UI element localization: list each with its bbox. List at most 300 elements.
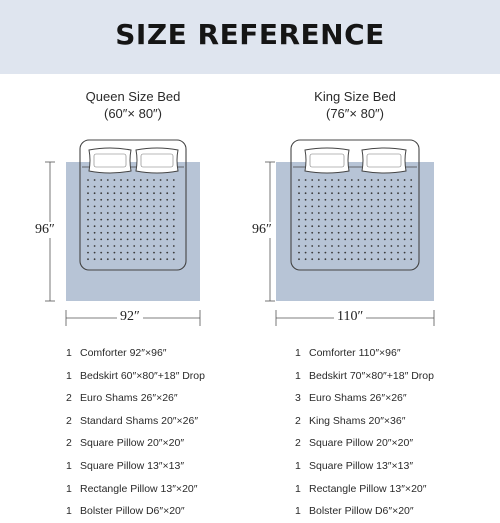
tuft-dot: [331, 199, 333, 201]
queen-pillow-right: [136, 148, 178, 173]
tuft-dot: [318, 186, 320, 188]
tuft-dot: [127, 199, 129, 201]
tuft-dot: [391, 239, 393, 241]
page-title: SIZE REFERENCE: [115, 18, 385, 51]
tuft-dot: [371, 245, 373, 247]
tuft-dot: [140, 232, 142, 234]
item-qty: 2: [295, 414, 301, 427]
tuft-dot: [391, 199, 393, 201]
tuft-dot: [298, 245, 300, 247]
tuft-dot: [120, 199, 122, 201]
list-item: [66, 478, 205, 501]
king-pillow-right: [362, 148, 406, 173]
list-item: [295, 432, 434, 455]
tuft-dot: [160, 232, 162, 234]
tuft-dot: [100, 199, 102, 201]
tuft-dot: [120, 232, 122, 234]
tuft-dot: [358, 232, 360, 234]
tuft-dot: [338, 219, 340, 221]
tuft-dot: [114, 225, 116, 227]
tuft-dot: [331, 212, 333, 214]
item-qty: 1: [66, 347, 72, 359]
tuft-dot: [338, 192, 340, 194]
tuft-dot: [311, 219, 313, 221]
king-item-list: [295, 342, 434, 523]
queen-diagram: [45, 140, 200, 326]
tuft-dot: [100, 186, 102, 188]
tuft-dot: [358, 258, 360, 260]
tuft-dot: [318, 225, 320, 227]
tuft-dot: [160, 199, 162, 201]
queen-item-list: [66, 342, 205, 523]
tuft-dot: [298, 232, 300, 234]
tuft-dot: [166, 179, 168, 181]
item-text: Standard Shams 20″×26″: [80, 414, 199, 427]
tuft-dot: [100, 225, 102, 227]
tuft-dot: [160, 179, 162, 181]
tuft-dot: [364, 186, 366, 188]
tuft-dot: [94, 206, 96, 208]
tuft-dot: [87, 232, 89, 234]
tuft-dot: [331, 186, 333, 188]
tuft-dot: [344, 232, 346, 234]
item-qty: 2: [295, 437, 301, 450]
tuft-dot: [140, 252, 142, 254]
tuft-dot: [114, 186, 116, 188]
king-size: (76″× 80″): [326, 106, 384, 121]
tuft-dot: [331, 192, 333, 194]
tuft-dot: [318, 212, 320, 214]
tuft-dot: [133, 219, 135, 221]
tuft-dot: [173, 192, 175, 194]
tuft-dot: [133, 186, 135, 188]
item-text: Euro Shams 26″×26″: [309, 392, 407, 405]
tuft-dot: [364, 179, 366, 181]
item-text: King Shams 20″×36″: [309, 414, 406, 427]
tuft-dot: [358, 212, 360, 214]
tuft-dot: [404, 245, 406, 247]
item-text: Square Pillow 20″×20″: [80, 437, 185, 450]
tuft-dot: [133, 199, 135, 201]
tuft-dot: [344, 186, 346, 188]
tuft-dot: [397, 219, 399, 221]
tuft-dot: [87, 179, 89, 181]
tuft-dot: [305, 186, 307, 188]
tuft-dot: [371, 186, 373, 188]
tuft-dot: [384, 225, 386, 227]
tuft-dot: [166, 225, 168, 227]
tuft-dot: [371, 252, 373, 254]
tuft-dot: [331, 232, 333, 234]
tuft-dot: [305, 239, 307, 241]
tuft-dot: [107, 225, 109, 227]
queen-pillow-left: [89, 148, 131, 173]
tuft-dot: [120, 179, 122, 181]
item-qty: 2: [66, 392, 72, 405]
tuft-dot: [351, 239, 353, 241]
tuft-dot: [391, 186, 393, 188]
tuft-dot: [100, 245, 102, 247]
tuft-dot: [120, 186, 122, 188]
tuft-dot: [87, 258, 89, 260]
tuft-dot: [153, 186, 155, 188]
tuft-dot: [87, 186, 89, 188]
tuft-dot: [140, 192, 142, 194]
item-qty: 1: [66, 459, 72, 472]
tuft-dot: [87, 192, 89, 194]
tuft-dot: [140, 206, 142, 208]
tuft-dot: [325, 179, 327, 181]
item-qty: 1: [295, 505, 301, 518]
tuft-dot: [94, 225, 96, 227]
tuft-dot: [173, 186, 175, 188]
tuft-dot: [318, 258, 320, 260]
tuft-dot: [344, 206, 346, 208]
tuft-dot: [160, 258, 162, 260]
tuft-dot: [120, 206, 122, 208]
tuft-dot: [153, 192, 155, 194]
tuft-dot: [127, 239, 129, 241]
tuft-dot: [397, 252, 399, 254]
tuft-dot: [391, 212, 393, 214]
tuft-dot: [397, 245, 399, 247]
tuft-dot: [384, 179, 386, 181]
tuft-dot: [127, 186, 129, 188]
list-item: [295, 500, 434, 523]
tuft-dot: [100, 252, 102, 254]
tuft-dot: [173, 245, 175, 247]
list-item: [66, 342, 205, 365]
tuft-dot: [87, 239, 89, 241]
tuft-dot: [338, 186, 340, 188]
tuft-dot: [391, 252, 393, 254]
tuft-dot: [153, 239, 155, 241]
tuft-dot: [94, 258, 96, 260]
tuft-dot: [153, 252, 155, 254]
tuft-dot: [298, 258, 300, 260]
tuft-dot: [298, 239, 300, 241]
list-item: [66, 500, 205, 523]
list-item: [66, 387, 205, 410]
tuft-dot: [94, 245, 96, 247]
item-text: Comforter 92″×96″: [80, 347, 167, 359]
tuft-dot: [147, 232, 149, 234]
item-text: Rectangle Pillow 13″×20″: [80, 482, 198, 495]
item-qty: 1: [295, 347, 301, 359]
tuft-dot: [410, 258, 412, 260]
tuft-dot: [94, 252, 96, 254]
tuft-dot: [160, 219, 162, 221]
tuft-dot: [140, 199, 142, 201]
tuft-dot: [114, 206, 116, 208]
item-text: Square Pillow 13″×13″: [309, 459, 414, 472]
tuft-dot: [371, 219, 373, 221]
tuft-dot: [325, 232, 327, 234]
tuft-dot: [133, 239, 135, 241]
tuft-dot: [318, 206, 320, 208]
tuft-dot: [391, 258, 393, 260]
tuft-dot: [311, 212, 313, 214]
tuft-dot: [325, 252, 327, 254]
tuft-dot: [325, 239, 327, 241]
tuft-dot: [311, 192, 313, 194]
item-text: Comforter 110″×96″: [309, 347, 401, 359]
tuft-dot: [318, 199, 320, 201]
tuft-dot: [107, 258, 109, 260]
tuft-dot: [173, 239, 175, 241]
tuft-dot: [140, 212, 142, 214]
tuft-dot: [384, 186, 386, 188]
tuft-dot: [377, 186, 379, 188]
tuft-dot: [371, 179, 373, 181]
tuft-dot: [127, 192, 129, 194]
tuft-dot: [404, 232, 406, 234]
tuft-dot: [404, 199, 406, 201]
tuft-dot: [351, 206, 353, 208]
tuft-dot: [147, 192, 149, 194]
tuft-dot: [127, 219, 129, 221]
tuft-dot: [166, 239, 168, 241]
tuft-dot: [358, 239, 360, 241]
tuft-dot: [311, 252, 313, 254]
tuft-dot: [404, 192, 406, 194]
tuft-dot: [133, 252, 135, 254]
king-pillow-left: [305, 148, 349, 173]
tuft-dot: [331, 179, 333, 181]
tuft-dot: [114, 239, 116, 241]
tuft-dot: [305, 219, 307, 221]
tuft-dot: [153, 199, 155, 201]
tuft-dot: [338, 245, 340, 247]
tuft-dot: [404, 186, 406, 188]
tuft-dot: [410, 199, 412, 201]
tuft-dot: [166, 258, 168, 260]
tuft-dot: [351, 225, 353, 227]
tuft-dot: [305, 192, 307, 194]
item-qty: 1: [66, 482, 72, 495]
tuft-dot: [384, 232, 386, 234]
tuft-dot: [358, 186, 360, 188]
tuft-dot: [410, 179, 412, 181]
tuft-dot: [377, 219, 379, 221]
tuft-dot: [298, 252, 300, 254]
tuft-dot: [114, 258, 116, 260]
tuft-dot: [114, 245, 116, 247]
tuft-dot: [351, 179, 353, 181]
tuft-dot: [114, 192, 116, 194]
tuft-dot: [87, 199, 89, 201]
tuft-dot: [397, 199, 399, 201]
tuft-dot: [358, 219, 360, 221]
tuft-dot: [153, 245, 155, 247]
tuft-dot: [120, 219, 122, 221]
tuft-dot: [364, 239, 366, 241]
tuft-dot: [173, 225, 175, 227]
tuft-dot: [107, 212, 109, 214]
tuft-dot: [391, 232, 393, 234]
tuft-dot: [311, 186, 313, 188]
tuft-dot: [325, 186, 327, 188]
tuft-dot: [410, 252, 412, 254]
tuft-dot: [94, 199, 96, 201]
tuft-dot: [120, 239, 122, 241]
tuft-dot: [331, 258, 333, 260]
tuft-dot: [371, 258, 373, 260]
tuft-dot: [377, 252, 379, 254]
tuft-dot: [358, 199, 360, 201]
tuft-dot: [173, 199, 175, 201]
tuft-dot: [404, 212, 406, 214]
tuft-dot: [377, 258, 379, 260]
tuft-dot: [404, 179, 406, 181]
tuft-dot: [140, 179, 142, 181]
tuft-dot: [311, 199, 313, 201]
tuft-dot: [331, 225, 333, 227]
tuft-dot: [160, 252, 162, 254]
tuft-dot: [100, 239, 102, 241]
tuft-dot: [318, 232, 320, 234]
tuft-dot: [153, 206, 155, 208]
tuft-dot: [311, 225, 313, 227]
tuft-dot: [351, 212, 353, 214]
tuft-dot: [318, 245, 320, 247]
tuft-dot: [107, 199, 109, 201]
king-name: King Size Bed: [314, 89, 396, 104]
tuft-dot: [107, 186, 109, 188]
tuft-dot: [120, 245, 122, 247]
tuft-dot: [114, 199, 116, 201]
tuft-dot: [397, 186, 399, 188]
tuft-dot: [298, 179, 300, 181]
tuft-dot: [391, 179, 393, 181]
tuft-dot: [100, 179, 102, 181]
tuft-dot: [160, 245, 162, 247]
tuft-dot: [311, 206, 313, 208]
tuft-dot: [100, 212, 102, 214]
tuft-dot: [377, 199, 379, 201]
tuft-dot: [371, 212, 373, 214]
tuft-dot: [127, 225, 129, 227]
item-text: Bedskirt 70″×80″+18″ Drop: [309, 369, 434, 382]
tuft-dot: [344, 258, 346, 260]
item-qty: 1: [295, 459, 301, 472]
tuft-dot: [325, 258, 327, 260]
tuft-dot: [371, 232, 373, 234]
tuft-dot: [410, 192, 412, 194]
tuft-dot: [127, 252, 129, 254]
tuft-dot: [147, 219, 149, 221]
tuft-dot: [87, 252, 89, 254]
item-qty: 2: [66, 437, 72, 450]
tuft-dot: [114, 252, 116, 254]
tuft-dot: [87, 245, 89, 247]
tuft-dot: [358, 206, 360, 208]
tuft-dot: [410, 206, 412, 208]
tuft-dot: [140, 225, 142, 227]
tuft-dot: [364, 245, 366, 247]
tuft-dot: [107, 179, 109, 181]
tuft-dot: [166, 212, 168, 214]
tuft-dot: [94, 239, 96, 241]
tuft-dot: [160, 192, 162, 194]
tuft-dot: [120, 225, 122, 227]
tuft-dot: [377, 232, 379, 234]
tuft-dot: [377, 225, 379, 227]
tuft-dot: [404, 219, 406, 221]
tuft-dot: [87, 206, 89, 208]
list-item: [66, 432, 205, 455]
tuft-dot: [153, 179, 155, 181]
tuft-dot: [100, 192, 102, 194]
tuft-dot: [140, 219, 142, 221]
item-qty: 2: [66, 414, 72, 427]
tuft-dot: [107, 245, 109, 247]
tuft-dot: [351, 232, 353, 234]
tuft-dot: [298, 212, 300, 214]
item-qty: 3: [295, 392, 301, 405]
tuft-dot: [107, 232, 109, 234]
tuft-dot: [364, 199, 366, 201]
tuft-dot: [147, 199, 149, 201]
tuft-dot: [358, 252, 360, 254]
tuft-dot: [166, 199, 168, 201]
item-text: Bolster Pillow D6″×20″: [309, 505, 414, 518]
tuft-dot: [351, 252, 353, 254]
tuft-dot: [351, 245, 353, 247]
tuft-dot: [173, 206, 175, 208]
tuft-dot: [397, 179, 399, 181]
tuft-dot: [120, 192, 122, 194]
tuft-dot: [358, 225, 360, 227]
tuft-dot: [318, 192, 320, 194]
tuft-dot: [384, 252, 386, 254]
tuft-dot: [371, 206, 373, 208]
tuft-dot: [120, 252, 122, 254]
tuft-dot: [311, 245, 313, 247]
tuft-dot: [351, 186, 353, 188]
tuft-dot: [344, 192, 346, 194]
tuft-dot: [140, 258, 142, 260]
tuft-dot: [318, 252, 320, 254]
tuft-dot: [87, 212, 89, 214]
tuft-dot: [325, 245, 327, 247]
tuft-dot: [391, 192, 393, 194]
tuft-dot: [94, 179, 96, 181]
tuft-dot: [140, 245, 142, 247]
queen-width-label: 92″: [117, 309, 143, 325]
tuft-dot: [391, 219, 393, 221]
tuft-dot: [114, 232, 116, 234]
tuft-dot: [364, 206, 366, 208]
tuft-dot: [140, 239, 142, 241]
tuft-dot: [160, 239, 162, 241]
king-comforter: [276, 162, 434, 301]
tuft-dot: [114, 219, 116, 221]
tuft-dot: [384, 199, 386, 201]
tuft-dot: [127, 212, 129, 214]
tuft-dot: [384, 239, 386, 241]
tuft-dot: [114, 212, 116, 214]
tuft-dot: [153, 225, 155, 227]
tuft-dot: [120, 258, 122, 260]
tuft-dot: [147, 252, 149, 254]
tuft-dot: [147, 179, 149, 181]
list-item: [295, 478, 434, 501]
tuft-dot: [377, 245, 379, 247]
tuft-dot: [410, 232, 412, 234]
list-item: [295, 365, 434, 388]
tuft-dot: [133, 245, 135, 247]
